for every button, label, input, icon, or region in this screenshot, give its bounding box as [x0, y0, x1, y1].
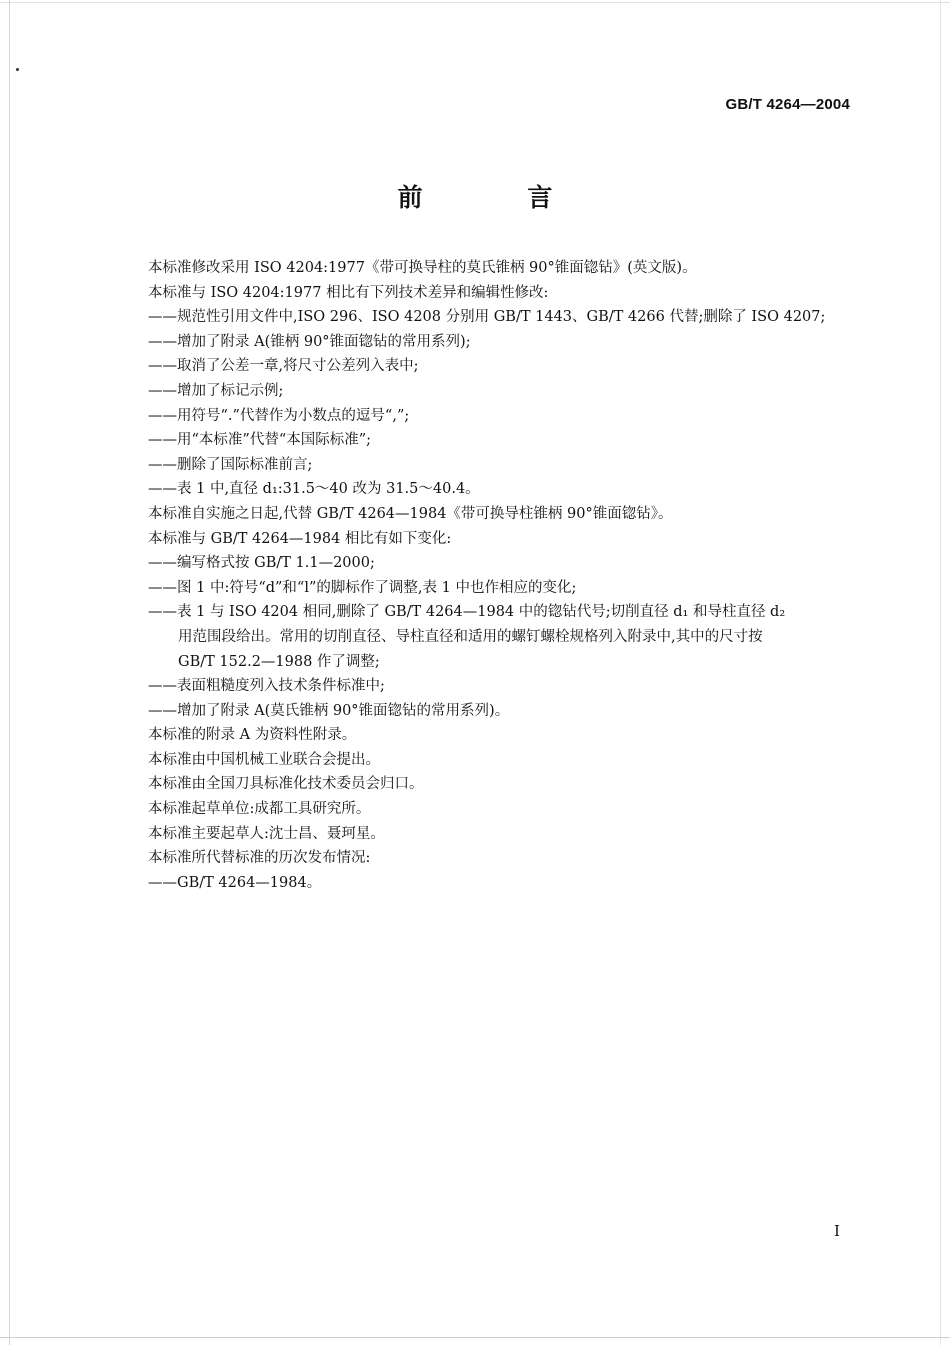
text-line-continuation: 用范围段给出。常用的切削直径、导柱直径和适用的螺钉螺栓规格列入附录中,其中的尺寸按 — [178, 628, 763, 645]
text-line: ——GB/T 4264—1984。 — [148, 874, 322, 891]
text-line: 本标准起草单位:成都工具研究所。 — [148, 801, 371, 818]
text-line: ——图 1 中:符号“d”和“l”的脚标作了调整,表 1 中也作相应的变化; — [148, 579, 577, 596]
text-line: ——用符号“.”代替作为小数点的逗号“,”; — [148, 407, 410, 424]
text-line: 本标准所代替标准的历次发布情况: — [148, 850, 371, 867]
text-line: 本标准主要起草人:沈士昌、聂珂星。 — [148, 825, 385, 842]
text-line: ——删除了国际标准前言; — [148, 456, 313, 473]
text-line: ——取消了公差一章,将尺寸公差列入表中; — [148, 358, 419, 375]
text-line: ——增加了附录 A(莫氏锥柄 90°锥面锪钻的常用系列)。 — [148, 702, 510, 719]
scan-edge-bottom — [0, 1337, 950, 1338]
text-line: ——表 1 中,直径 d₁:31.5～40 改为 31.5～40.4。 — [148, 481, 480, 498]
text-line: 本标准由中国机械工业联合会提出。 — [148, 751, 380, 768]
text-line: ——增加了附录 A(锥柄 90°锥面锪钻的常用系列); — [148, 333, 471, 350]
text-line-continuation: GB/T 152.2—1988 作了调整; — [178, 653, 380, 670]
scan-speck — [16, 68, 19, 71]
foreword-body — [148, 256, 858, 895]
text-line: 本标准修改采用 ISO 4204:1977《带可换导柱的莫氏锥柄 90°锥面锪钻》(英文版)。 — [148, 260, 697, 276]
text-line: ——表 1 与 ISO 4204 相同,删除了 GB/T 4264—1984 中的锪钻代号;切削直径 d₁ 和导柱直径 d₂ — [148, 604, 786, 621]
text-line: ——用“本标准”代替“本国际标准”; — [148, 432, 372, 449]
text-line: 本标准与 ISO 4204:1977 相比有下列技术差异和编辑性修改: — [148, 284, 549, 301]
text-line: ——表面粗糙度列入技术条件标准中; — [148, 678, 385, 695]
text-line: ——规范性引用文件中,ISO 296、ISO 4208 分别用 GB/T 1443、GB/T 4266 代替;删除了 ISO 4207; — [148, 309, 826, 326]
text-line: ——增加了标记示例; — [148, 382, 284, 399]
text-line: 本标准与 GB/T 4264—1984 相比有如下变化: — [148, 530, 452, 547]
text-line: 本标准由全国刀具标准化技术委员会归口。 — [148, 776, 424, 793]
text-line: 本标准自实施之日起,代替 GB/T 4264—1984《带可换导柱锥柄 90°锥面锪钻》。 — [148, 505, 673, 522]
scan-edge-top — [0, 2, 950, 3]
text-line: 本标准的附录 A 为资料性附录。 — [148, 727, 357, 744]
document-code: GB/T 4264—2004 — [725, 96, 850, 113]
page-number: I — [834, 1222, 840, 1240]
text-line: ——编写格式按 GB/T 1.1—2000; — [148, 555, 375, 572]
page-title: 前 言 — [397, 183, 601, 212]
